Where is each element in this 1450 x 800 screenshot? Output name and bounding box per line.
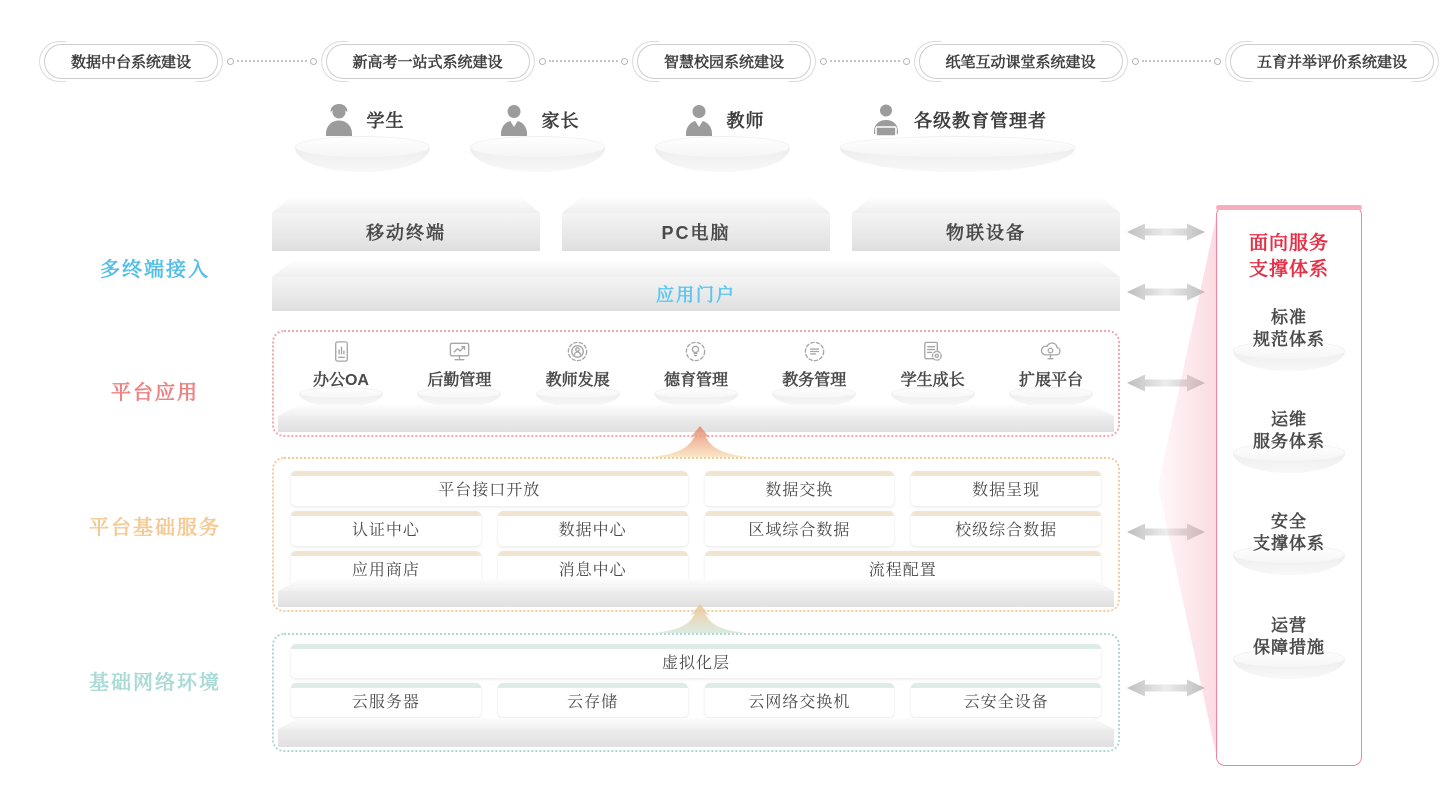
- support-item-label: [1227, 307, 1351, 351]
- user-teacher: [655, 98, 790, 172]
- app-label: 德育管理: [663, 372, 728, 389]
- connector-ring: [539, 58, 546, 65]
- basic-services-section: [272, 457, 1120, 612]
- double-arrow: [1124, 281, 1208, 303]
- service-cell: 平台接口开放: [291, 471, 688, 506]
- network-base-platform: [278, 718, 1114, 747]
- dotted-connector: [539, 58, 628, 65]
- gear-lines-icon: [802, 339, 827, 364]
- service-cell: 认证中心: [291, 511, 481, 546]
- pill-label: 纸笔互动课堂系统建设: [945, 53, 1096, 71]
- app-platform: [417, 387, 501, 407]
- user-label: 教师: [726, 111, 765, 131]
- app-label: 学生成长: [900, 372, 965, 389]
- panel-title-line2: 支撑体系: [1248, 259, 1329, 280]
- pill-label: 五育并举评价系统建设: [1257, 53, 1408, 71]
- user-parent: [470, 98, 605, 172]
- app-teacher-development: [525, 339, 631, 407]
- monitor-chart-icon: [447, 339, 472, 364]
- pill-label: 智慧校园系统建设: [664, 53, 785, 71]
- support-item-standards: [1227, 307, 1351, 371]
- app-office-oa: [288, 339, 394, 407]
- double-arrow: [1124, 221, 1208, 243]
- connector-ring: [310, 58, 317, 65]
- user-student: [295, 98, 430, 172]
- double-arrow: [1124, 677, 1208, 699]
- app-platform: [654, 387, 738, 407]
- platform-apps-section: [272, 330, 1120, 437]
- support-item-line2: 服务体系: [1253, 432, 1325, 451]
- panel-title: [1217, 231, 1361, 283]
- pill-new-gaokao: [326, 44, 530, 79]
- user-label: 各级教育管理者: [914, 111, 1047, 131]
- network-grid: [291, 644, 1101, 717]
- app-moral-education: [643, 339, 749, 407]
- admin-laptop-icon: [868, 102, 904, 138]
- app-label: 后勤管理: [427, 372, 492, 389]
- teacher-icon: [681, 102, 717, 138]
- app-student-growth: [880, 339, 986, 407]
- app-label: 办公OA: [312, 372, 369, 389]
- support-item-label: [1227, 409, 1351, 453]
- apps-row: [288, 339, 1104, 407]
- connector-ring: [1214, 58, 1221, 65]
- dotted-connector: [227, 58, 316, 65]
- support-item-line1: 运营: [1271, 616, 1307, 635]
- user-education-manager: [840, 98, 1075, 172]
- support-item-line2: 规范体系: [1253, 330, 1325, 349]
- support-item-security: [1227, 511, 1351, 575]
- network-cell: 云安全设备: [911, 683, 1101, 717]
- pill-paper-pen-classroom: [919, 44, 1123, 79]
- app-platform: [536, 387, 620, 407]
- student-icon: [321, 102, 357, 138]
- device-label: PC电脑: [562, 213, 830, 251]
- service-cell: 流程配置: [705, 551, 1102, 586]
- support-item-label: [1227, 615, 1351, 659]
- gear-people-icon: [565, 339, 590, 364]
- construction-systems-row: [44, 43, 1434, 79]
- cloud-gear-icon: [1038, 339, 1063, 364]
- user-content: [655, 98, 790, 142]
- device-label: 移动终端: [272, 213, 540, 251]
- service-cell: 应用商店: [291, 551, 481, 586]
- device-mobile-terminal: [272, 197, 540, 251]
- service-cell: 校级综合数据: [911, 511, 1101, 546]
- pill-label: 新高考一站式系统建设: [352, 53, 503, 71]
- layer-label-basic-services: 平台基础服务: [89, 517, 221, 539]
- app-label: 教务管理: [782, 372, 847, 389]
- layer-label-multi-terminal: 多终端接入: [100, 259, 210, 281]
- up-flow-arrow: [645, 426, 755, 457]
- user-content: [840, 98, 1075, 142]
- virtualization-layer-cell: 虚拟化层: [291, 644, 1101, 678]
- pill-smart-campus: [637, 44, 811, 79]
- support-item-label: [1227, 511, 1351, 555]
- support-item-line1: 安全: [1271, 512, 1307, 531]
- service-cell: 数据呈现: [911, 471, 1101, 506]
- pill-five-education-evaluation: [1230, 44, 1434, 79]
- doc-gear-icon: [920, 339, 945, 364]
- network-env-section: [272, 633, 1120, 752]
- network-cell: 云网络交换机: [705, 683, 895, 717]
- app-academic-affairs: [761, 339, 867, 407]
- pill-data-middle-platform: [44, 44, 218, 79]
- device-pc: [562, 197, 830, 251]
- connector-dots: [830, 60, 899, 62]
- service-cell: 区域综合数据: [705, 511, 895, 546]
- user-label: 学生: [366, 111, 405, 131]
- app-label: 扩展平台: [1018, 372, 1083, 389]
- connector-dots: [549, 60, 618, 62]
- parent-icon: [496, 102, 532, 138]
- service-cell: 数据中心: [498, 511, 688, 546]
- app-platform: [1009, 387, 1093, 407]
- support-item-line2: 保障措施: [1253, 638, 1325, 657]
- app-logistics: [406, 339, 512, 407]
- up-flow-arrow: [645, 604, 755, 633]
- user-content: [295, 98, 430, 142]
- network-cell: 云服务器: [291, 683, 481, 717]
- support-item-line1: 标准: [1271, 308, 1307, 327]
- portal-label: 应用门户: [272, 277, 1120, 311]
- support-item-operations: [1227, 409, 1351, 473]
- support-item-line2: 支撑体系: [1253, 534, 1325, 553]
- pill-label: 数据中台系统建设: [71, 53, 192, 71]
- connector-dots: [237, 60, 306, 62]
- gear-bulb-icon: [683, 339, 708, 364]
- layer-label-platform-apps: 平台应用: [111, 382, 199, 404]
- connector-dots: [1142, 60, 1211, 62]
- connector-ring: [1132, 58, 1139, 65]
- connector-ring: [621, 58, 628, 65]
- layer-label-network-env: 基础网络环境: [89, 672, 221, 694]
- application-portal-slab: [272, 260, 1120, 311]
- service-cell: 数据交换: [705, 471, 895, 506]
- user-content: [470, 98, 605, 142]
- terminal-devices-row: [272, 197, 1120, 251]
- user-label: 家长: [541, 111, 580, 131]
- connector-ring: [820, 58, 827, 65]
- support-item-operation-guarantee: [1227, 615, 1351, 679]
- dotted-connector: [1132, 58, 1221, 65]
- app-platform: [891, 387, 975, 407]
- connector-ring: [903, 58, 910, 65]
- device-iot: [852, 197, 1120, 251]
- network-cell: 云存储: [498, 683, 688, 717]
- service-cell: 消息中心: [498, 551, 688, 586]
- panel-title-line1: 面向服务: [1248, 233, 1329, 254]
- services-base-platform: [278, 579, 1114, 607]
- app-platform: [772, 387, 856, 407]
- device-label: 物联设备: [852, 213, 1120, 251]
- phone-chart-icon: [329, 339, 354, 364]
- app-extension-platform: [998, 339, 1104, 407]
- connector-ring: [227, 58, 234, 65]
- app-platform: [299, 387, 383, 407]
- dotted-connector: [820, 58, 909, 65]
- support-item-line1: 运维: [1271, 410, 1307, 429]
- service-support-panel: [1216, 206, 1362, 766]
- services-grid: [291, 471, 1101, 586]
- app-label: 教师发展: [545, 372, 610, 389]
